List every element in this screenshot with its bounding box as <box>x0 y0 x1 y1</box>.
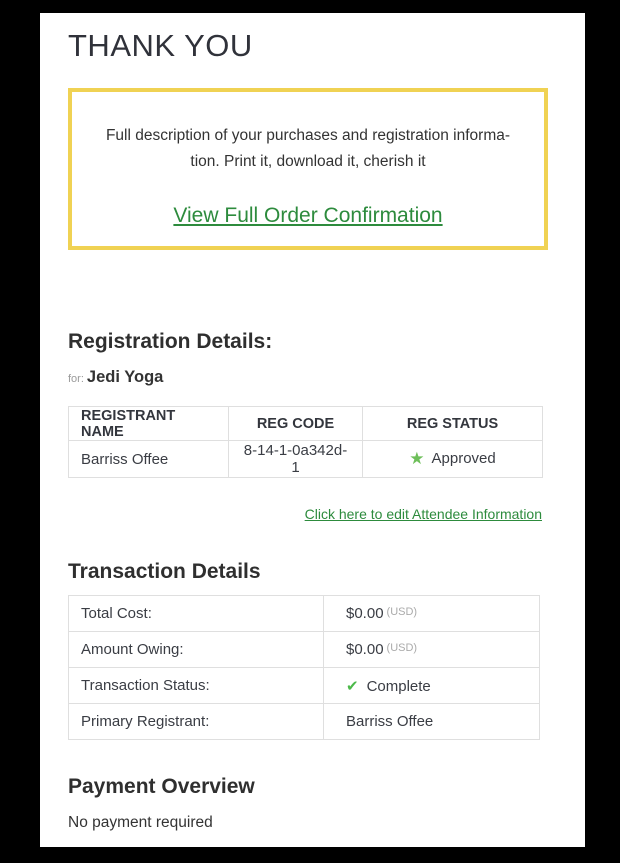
amount-owing-value-cell <box>324 632 540 668</box>
column-header-reg-status: REG STATUS <box>363 407 543 441</box>
edit-attendee-information-link[interactable]: Click here to edit Attendee Information <box>304 506 542 522</box>
page-title: THANK YOU <box>68 28 253 63</box>
column-header-registrant-name: REGISTRANT NAME <box>69 407 229 441</box>
transaction-status-label: Transaction Status: <box>69 668 324 704</box>
registration-details-heading: Registration Details: <box>68 330 273 353</box>
transaction-row-primary-registrant <box>69 704 540 740</box>
total-cost-currency: (USD) <box>386 606 418 618</box>
transaction-row-status <box>69 668 540 704</box>
event-name: Jedi Yoga <box>86 368 164 386</box>
total-cost-label: Total Cost: <box>69 596 324 632</box>
for-label: for: <box>68 373 84 385</box>
order-description-line-1: Full description of your purchases and registration informa- <box>105 127 511 144</box>
transaction-row-total-cost <box>69 596 540 632</box>
transaction-status-text: Complete <box>366 677 431 695</box>
amount-owing-currency: (USD) <box>386 642 418 654</box>
primary-registrant-label: Primary Registrant: <box>69 704 324 740</box>
event-for-line <box>68 368 557 387</box>
reg-status-cell <box>363 441 543 478</box>
amount-owing-label: Amount Owing: <box>69 632 324 668</box>
edit-attendee-row <box>68 506 542 524</box>
registrant-name-cell: Barriss Offee <box>69 441 229 478</box>
view-full-order-confirmation-link[interactable]: View Full Order Confirmation <box>173 204 443 227</box>
reg-code-cell: 8-14-1-0a342d-1 <box>229 441 363 478</box>
registration-table-row <box>69 441 543 478</box>
content-page <box>40 13 585 847</box>
registration-table <box>68 406 543 478</box>
order-confirmation-box <box>68 88 548 250</box>
transaction-details-heading: Transaction Details <box>68 560 261 583</box>
transaction-status-value-cell <box>324 668 540 704</box>
transaction-table <box>68 595 540 740</box>
payment-overview-heading: Payment Overview <box>68 775 255 798</box>
registration-table-header-row <box>69 407 543 441</box>
order-description-line-2: tion. Print it, download it, cherish it <box>190 153 426 170</box>
amount-owing-amount: $0.00 <box>346 641 384 658</box>
total-cost-value-cell <box>324 596 540 632</box>
reg-status-text: Approved <box>431 450 496 467</box>
primary-registrant-value: Barriss Offee <box>324 704 540 740</box>
star-icon: ★ <box>409 449 425 468</box>
payment-message: No payment required <box>68 814 213 831</box>
column-header-reg-code: REG CODE <box>229 407 363 441</box>
check-icon: ✔ <box>346 677 359 695</box>
total-cost-amount: $0.00 <box>346 605 384 622</box>
transaction-row-amount-owing <box>69 632 540 668</box>
